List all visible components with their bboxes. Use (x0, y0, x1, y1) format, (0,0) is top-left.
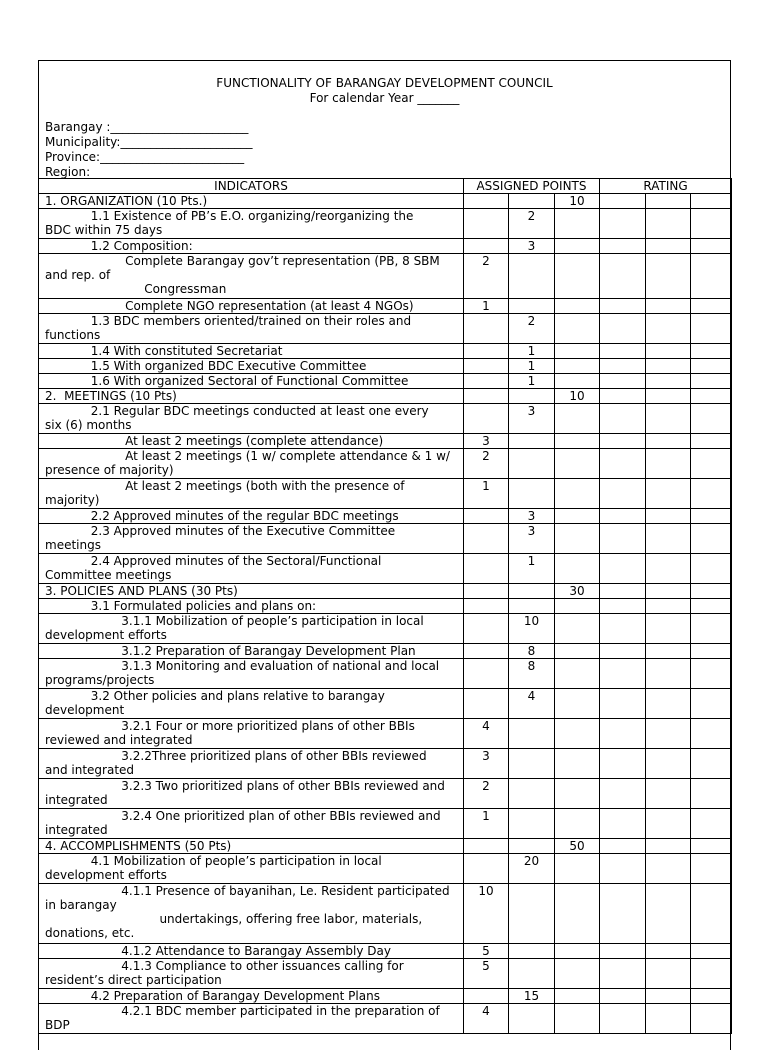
indicator-text: 1.2 Composition: (39, 239, 464, 254)
rating-cell[interactable] (646, 254, 691, 299)
rating-cell[interactable] (691, 659, 732, 689)
section-points (555, 599, 600, 614)
section-points (555, 434, 600, 449)
indicator-text: Complete Barangay gov’t representation (PB, 8 SBM and rep. of Congressman (39, 254, 464, 299)
indicator-text: 3.2.3 Two prioritized plans of other BBIs reviewed and integrated (39, 779, 464, 809)
table-row (39, 554, 732, 584)
rating-cell[interactable] (600, 194, 646, 209)
table-row (39, 989, 732, 1004)
rating-header: RATING (600, 179, 732, 194)
sub-points: 3 (464, 749, 509, 779)
rating-cell[interactable] (646, 584, 691, 599)
section-points (555, 209, 600, 239)
sub-points (464, 584, 509, 599)
rating-cell[interactable] (691, 854, 732, 884)
rating-cell[interactable] (600, 839, 646, 854)
rating-cell[interactable] (691, 449, 732, 479)
item-points (509, 884, 555, 944)
item-points (509, 449, 555, 479)
section-points (555, 404, 600, 434)
indicator-text: 4.1.3 Compliance to other issuances calling for resident’s direct participation (39, 959, 464, 989)
rating-cell[interactable] (600, 449, 646, 479)
sub-points (464, 359, 509, 374)
rating-cell[interactable] (600, 689, 646, 719)
rating-cell[interactable] (691, 314, 732, 344)
section-points (555, 719, 600, 749)
table-row (39, 689, 732, 719)
item-points: 20 (509, 854, 555, 884)
section-points (555, 524, 600, 554)
rating-cell[interactable] (691, 749, 732, 779)
table-row (39, 239, 732, 254)
rating-cell[interactable] (600, 434, 646, 449)
rating-cell[interactable] (691, 689, 732, 719)
sub-points (464, 389, 509, 404)
indicator-text: 3.1.2 Preparation of Barangay Development Plan (39, 644, 464, 659)
section-points (555, 254, 600, 299)
rating-cell[interactable] (646, 614, 691, 644)
table-row (39, 644, 732, 659)
item-points: 1 (509, 374, 555, 389)
section-points (555, 449, 600, 479)
indicator-text: 2.2 Approved minutes of the regular BDC meetings (39, 509, 464, 524)
rating-cell[interactable] (646, 449, 691, 479)
sub-points (464, 659, 509, 689)
section-points (555, 509, 600, 524)
indicator-text: 1.4 With constituted Secretariat (39, 344, 464, 359)
section-row (39, 839, 732, 854)
rating-cell[interactable] (646, 524, 691, 554)
item-points (509, 1004, 555, 1034)
section-points (555, 479, 600, 509)
section-points (555, 314, 600, 344)
rating-cell[interactable] (646, 509, 691, 524)
indicator-text: At least 2 meetings (both with the presence of majority) (39, 479, 464, 509)
item-points (509, 719, 555, 749)
indicator-text: Complete NGO representation (at least 4 NGOs) (39, 299, 464, 314)
rating-cell[interactable] (691, 839, 732, 854)
rating-cell[interactable] (691, 479, 732, 509)
rating-cell[interactable] (646, 314, 691, 344)
section-points (555, 374, 600, 389)
section-points (555, 644, 600, 659)
rating-cell[interactable] (600, 479, 646, 509)
table-row (39, 359, 732, 374)
section-row (39, 584, 732, 599)
table-row (39, 779, 732, 809)
rating-cell[interactable] (646, 809, 691, 839)
rating-cell[interactable] (600, 659, 646, 689)
section-points (555, 689, 600, 719)
form-title: FUNCTIONALITY OF BARANGAY DEVELOPMENT COUNCIL (216, 76, 553, 90)
table-row (39, 449, 732, 479)
rating-cell[interactable] (600, 614, 646, 644)
rating-cell[interactable] (600, 344, 646, 359)
section-row (39, 389, 732, 404)
rating-cell[interactable] (646, 644, 691, 659)
sub-points (464, 374, 509, 389)
indicator-text: 3.1.1 Mobilization of people’s participation in local development efforts (39, 614, 464, 644)
rating-cell[interactable] (646, 389, 691, 404)
item-points: 3 (509, 524, 555, 554)
rating-cell[interactable] (600, 809, 646, 839)
rating-cell[interactable] (646, 1004, 691, 1034)
item-points: 10 (509, 614, 555, 644)
rating-cell[interactable] (691, 344, 732, 359)
table-row (39, 254, 732, 299)
section-points (555, 989, 600, 1004)
sub-points (464, 854, 509, 884)
rating-cell[interactable] (646, 749, 691, 779)
sub-points: 10 (464, 884, 509, 944)
form-subtitle: For calendar Year _______ (309, 91, 460, 105)
section-points (555, 299, 600, 314)
rating-cell[interactable] (600, 599, 646, 614)
header-fields (45, 120, 252, 180)
sub-points (464, 239, 509, 254)
item-points (509, 254, 555, 299)
section-points: 30 (555, 584, 600, 599)
rating-cell[interactable] (600, 209, 646, 239)
indicator-text: 1.1 Existence of PB’s E.O. organizing/reorganizing the BDC within 75 days (39, 209, 464, 239)
item-points: 15 (509, 989, 555, 1004)
rating-cell[interactable] (646, 779, 691, 809)
item-points: 1 (509, 359, 555, 374)
rating-cell[interactable] (600, 989, 646, 1004)
sub-points (464, 314, 509, 344)
indicator-text: 3.2.2Three prioritized plans of other BBIs reviewed and integrated (39, 749, 464, 779)
indicator-text: 4. ACCOMPLISHMENTS (50 Pts) (39, 839, 464, 854)
rating-cell[interactable] (646, 359, 691, 374)
sub-points (464, 524, 509, 554)
sub-points (464, 509, 509, 524)
rating-cell[interactable] (600, 374, 646, 389)
sub-points: 5 (464, 959, 509, 989)
table-row (39, 659, 732, 689)
barangay-field[interactable]: Barangay :_______________________ (45, 120, 249, 134)
table-row (39, 809, 732, 839)
indicator-text: At least 2 meetings (1 w/ complete attendance & 1 w/ presence of majority) (39, 449, 464, 479)
sub-points: 2 (464, 449, 509, 479)
table-row (39, 209, 732, 239)
sub-points: 1 (464, 809, 509, 839)
section-points (555, 344, 600, 359)
rating-cell[interactable] (646, 434, 691, 449)
indicator-text: 3.2.1 Four or more prioritized plans of other BBIs reviewed and integrated (39, 719, 464, 749)
indicator-text: 1.3 BDC members oriented/trained on their roles and functions (39, 314, 464, 344)
section-points (555, 239, 600, 254)
section-points (555, 944, 600, 959)
assigned-points-header: ASSIGNED POINTS (464, 179, 600, 194)
indicator-text: 1.6 With organized Sectoral of Functional Committee (39, 374, 464, 389)
item-points (509, 944, 555, 959)
section-points (555, 359, 600, 374)
indicator-text: 1.5 With organized BDC Executive Committee (39, 359, 464, 374)
rating-cell[interactable] (646, 374, 691, 389)
rating-cell[interactable] (691, 239, 732, 254)
section-points (555, 884, 600, 944)
section-points (555, 1004, 600, 1034)
table-row (39, 314, 732, 344)
rating-cell[interactable] (691, 614, 732, 644)
rating-cell[interactable] (600, 719, 646, 749)
rating-cell[interactable] (691, 884, 732, 944)
rating-cell[interactable] (691, 389, 732, 404)
item-points (509, 194, 555, 209)
rating-cell[interactable] (646, 659, 691, 689)
item-points: 3 (509, 404, 555, 434)
indicator-text: 4.2.1 BDC member participated in the preparation of BDP (39, 1004, 464, 1034)
table-row (39, 344, 732, 359)
indicator-text: 1. ORGANIZATION (10 Pts.) (39, 194, 464, 209)
table-row (39, 854, 732, 884)
rating-cell[interactable] (600, 584, 646, 599)
sub-points (464, 614, 509, 644)
rating-cell[interactable] (691, 194, 732, 209)
rating-cell[interactable] (646, 719, 691, 749)
rating-cell[interactable] (600, 359, 646, 374)
table-row (39, 884, 732, 944)
table-row (39, 404, 732, 434)
indicator-text: 2.4 Approved minutes of the Sectoral/Functional Committee meetings (39, 554, 464, 584)
rating-cell[interactable] (600, 1004, 646, 1034)
table-row (39, 614, 732, 644)
rating-cell[interactable] (646, 689, 691, 719)
rating-cell[interactable] (600, 404, 646, 434)
indicator-text: 4.1.1 Presence of bayanihan, Le. Resident participated in barangay undertakings, offering free labor, materials, donations, etc. (39, 884, 464, 944)
indicator-text: 2. MEETINGS (10 Pts) (39, 389, 464, 404)
sub-points: 1 (464, 299, 509, 314)
rating-cell[interactable] (600, 959, 646, 989)
rating-cell[interactable] (646, 854, 691, 884)
item-points: 3 (509, 239, 555, 254)
section-row (39, 194, 732, 209)
rating-cell[interactable] (691, 524, 732, 554)
rating-cell[interactable] (691, 554, 732, 584)
indicator-text: 2.1 Regular BDC meetings conducted at least one every six (6) months (39, 404, 464, 434)
table-row (39, 479, 732, 509)
sub-points (464, 209, 509, 239)
section-points (555, 854, 600, 884)
rating-cell[interactable] (691, 644, 732, 659)
item-points: 3 (509, 509, 555, 524)
indicator-text: 3.2.4 One prioritized plan of other BBIs reviewed and integrated (39, 809, 464, 839)
rating-cell[interactable] (646, 599, 691, 614)
rating-cell[interactable] (600, 884, 646, 944)
indicators-table (38, 178, 732, 1034)
indicator-text: 2.3 Approved minutes of the Executive Committee meetings (39, 524, 464, 554)
indicator-text: 3.1 Formulated policies and plans on: (39, 599, 464, 614)
indicator-text: 3.1.3 Monitoring and evaluation of national and local programs/projects (39, 659, 464, 689)
table-row (39, 434, 732, 449)
section-points (555, 749, 600, 779)
province-field[interactable]: Province:________________________ (45, 150, 245, 164)
rating-cell[interactable] (600, 554, 646, 584)
table-row (39, 374, 732, 389)
indicator-text: At least 2 meetings (complete attendance) (39, 434, 464, 449)
rating-cell[interactable] (691, 1004, 732, 1034)
rating-cell[interactable] (646, 944, 691, 959)
rating-cell[interactable] (600, 644, 646, 659)
sub-points: 2 (464, 254, 509, 299)
indicator-text: 3. POLICIES AND PLANS (30 Pts) (39, 584, 464, 599)
rating-cell[interactable] (646, 194, 691, 209)
rating-cell[interactable] (600, 854, 646, 884)
rating-cell[interactable] (691, 719, 732, 749)
item-points: 1 (509, 554, 555, 584)
rating-cell[interactable] (646, 839, 691, 854)
item-points (509, 299, 555, 314)
item-points: 1 (509, 344, 555, 359)
sub-points (464, 194, 509, 209)
rating-cell[interactable] (600, 254, 646, 299)
sub-points (464, 839, 509, 854)
item-points (509, 779, 555, 809)
table-row (39, 599, 732, 614)
item-points: 2 (509, 209, 555, 239)
item-points (509, 809, 555, 839)
rating-cell[interactable] (691, 299, 732, 314)
rating-cell[interactable] (646, 404, 691, 434)
item-points (509, 479, 555, 509)
table-row (39, 719, 732, 749)
indicator-text: 4.1 Mobilization of people’s participation in local development efforts (39, 854, 464, 884)
rating-cell[interactable] (646, 884, 691, 944)
sub-points: 1 (464, 479, 509, 509)
section-points (555, 959, 600, 989)
indicator-text: 4.1.2 Attendance to Barangay Assembly Day (39, 944, 464, 959)
sub-points: 4 (464, 719, 509, 749)
section-points: 50 (555, 839, 600, 854)
rating-cell[interactable] (646, 554, 691, 584)
rating-cell[interactable] (646, 989, 691, 1004)
rating-cell[interactable] (691, 959, 732, 989)
indicator-text: 4.2 Preparation of Barangay Development Plans (39, 989, 464, 1004)
item-points: 2 (509, 314, 555, 344)
rating-cell[interactable] (691, 584, 732, 599)
rating-cell[interactable] (646, 344, 691, 359)
sub-points: 3 (464, 434, 509, 449)
section-points (555, 809, 600, 839)
rating-cell[interactable] (646, 299, 691, 314)
table-row (39, 749, 732, 779)
sub-points (464, 599, 509, 614)
rating-cell[interactable] (691, 779, 732, 809)
sub-points (464, 404, 509, 434)
sub-points (464, 989, 509, 1004)
rating-cell[interactable] (600, 779, 646, 809)
table-row (39, 299, 732, 314)
section-points: 10 (555, 194, 600, 209)
rating-cell[interactable] (600, 749, 646, 779)
item-points (509, 584, 555, 599)
section-points (555, 614, 600, 644)
table-row (39, 1004, 732, 1034)
municipality-field[interactable]: Municipality:______________________ (45, 135, 253, 149)
rating-cell[interactable] (600, 944, 646, 959)
rating-cell[interactable] (691, 434, 732, 449)
rating-cell[interactable] (600, 389, 646, 404)
rating-cell[interactable] (600, 239, 646, 254)
rating-cell[interactable] (646, 239, 691, 254)
section-points: 10 (555, 389, 600, 404)
region-field[interactable]: Region:__________________________ (45, 165, 247, 179)
rating-cell[interactable] (646, 479, 691, 509)
rating-cell[interactable] (691, 209, 732, 239)
item-points (509, 389, 555, 404)
rating-cell[interactable] (600, 314, 646, 344)
rating-cell[interactable] (691, 404, 732, 434)
table-row (39, 944, 732, 959)
section-points (555, 779, 600, 809)
rating-cell[interactable] (691, 359, 732, 374)
table-row (39, 509, 732, 524)
rating-cell[interactable] (691, 374, 732, 389)
sub-points: 2 (464, 779, 509, 809)
rating-cell[interactable] (600, 509, 646, 524)
table-row (39, 959, 732, 989)
rating-cell[interactable] (691, 944, 732, 959)
sub-points (464, 644, 509, 659)
rating-cell[interactable] (691, 989, 732, 1004)
rating-cell[interactable] (691, 509, 732, 524)
item-points: 4 (509, 689, 555, 719)
sub-points (464, 689, 509, 719)
sub-points: 4 (464, 1004, 509, 1034)
item-points (509, 434, 555, 449)
rating-cell[interactable] (600, 299, 646, 314)
rating-cell[interactable] (600, 524, 646, 554)
section-points (555, 554, 600, 584)
section-points (555, 659, 600, 689)
item-points (509, 599, 555, 614)
item-points: 8 (509, 659, 555, 689)
rating-cell[interactable] (646, 209, 691, 239)
item-points (509, 959, 555, 989)
rating-cell[interactable] (646, 959, 691, 989)
indicator-text: 3.2 Other policies and plans relative to barangay development (39, 689, 464, 719)
sub-points (464, 344, 509, 359)
rating-cell[interactable] (691, 254, 732, 299)
indicators-header: INDICATORS (39, 179, 464, 194)
sub-points (464, 554, 509, 584)
rating-cell[interactable] (691, 599, 732, 614)
item-points (509, 749, 555, 779)
sub-points: 5 (464, 944, 509, 959)
item-points (509, 839, 555, 854)
table-row (39, 524, 732, 554)
rating-cell[interactable] (691, 809, 732, 839)
item-points: 8 (509, 644, 555, 659)
